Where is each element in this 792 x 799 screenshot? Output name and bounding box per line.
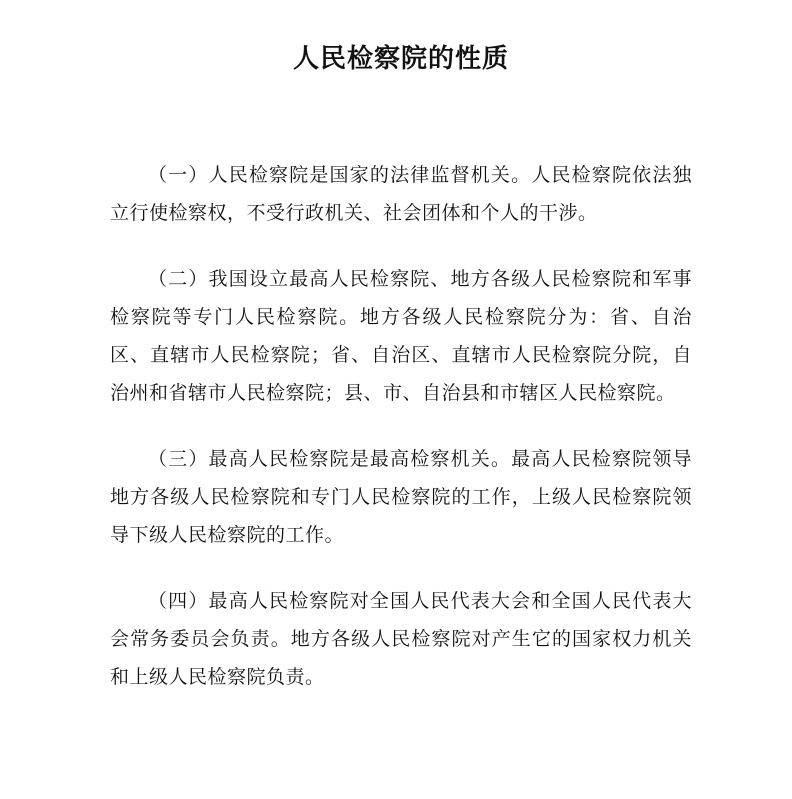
document-title: 人民检察院的性质 <box>292 44 509 74</box>
paragraph-3: （三）最高人民检察院是最高检察机关。最高人民检察院领导地方各级人民检察院和专门人民检察院的工作，上级人民检察院领导下级人民检察院的工作。 <box>110 448 692 546</box>
paragraph-1: （一）人民检察院是国家的法律监督机关。人民检察院依法独立行使检察权，不受行政机关、社会团体和个人的干涉。 <box>110 164 692 224</box>
paragraph-2: （二）我国设立最高人民检察院、地方各级人民检察院和军事检察院等专门人民检察院。地方各级人民检察院分为：省、自治区、直辖市人民检察院；省、自治区、直辖市人民检察院分院，自治州和省辖市人民检察院；县、市、自治县和市辖区人民检察院。 <box>110 268 692 404</box>
document-body <box>110 156 692 724</box>
paragraph-4: （四）最高人民检察院对全国人民代表大会和全国人民代表大会常务委员会负责。地方各级人民检察院对产生它的国家权力机关和上级人民检察院负责。 <box>110 590 692 688</box>
